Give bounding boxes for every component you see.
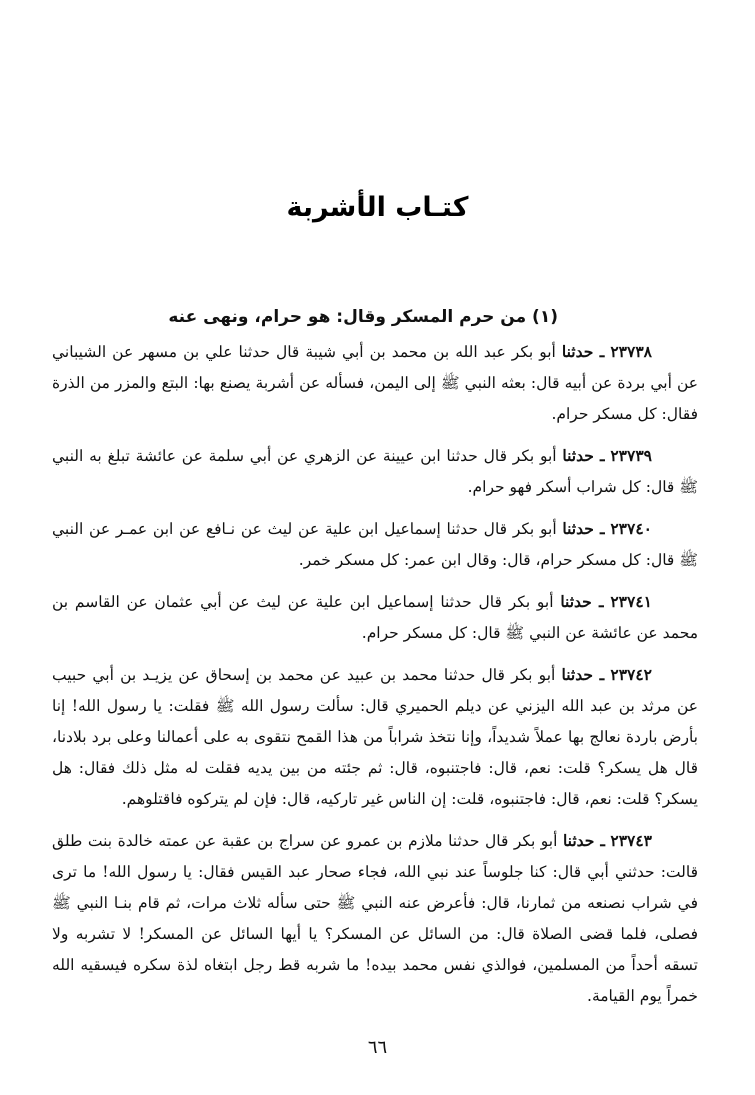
hadith-lead: ـ حدثنا [561,342,605,361]
hadith-lead: ـ حدثنا [562,519,605,538]
hadith-text: أبو بكر قال حدثنا ابن عيينة عن الزهري عن أبي سلمة عن عائشة تبلغ به النبي ﷺ قال: كل شراب أسكر فهو حرام. [52,447,698,496]
hadith-paragraph [52,513,698,576]
hadith-lead: ـ حدثنا [560,592,604,611]
hadith-text: أبو بكر قال حدثنا إسماعيل ابن علية عن ليث عن أبي عثمان عن القاسم بن محمد عن عائشة عن النبي ﷺ قال: كل مسكر حرام. [52,593,698,642]
hadith-text: أبو بكر قال حدثنا ملازم بن عمرو عن سراج بن عقبة عن عمته خالدة بنت طلق قالت: حدثني أبي قال: كنا جلوساً عند نبي الله، فجاء صحار عبد القيس فقال: يا رسول الله! ما ترى في شراب نصنعه من ثمارنا، قال: فأعرض عنه النبي ﷺ حتى سأله ثلاث مرات، ثم قام بنـا النبي ﷺ فصلى، فلما قضى الصلاة قال: من السائل عن المسكر؟ يا أيها السائل عن المسكر! لا تشربه ولا تسقه أحداً من المسلمين، فوالذي نفس محمد بيده! ما شربه قط رجل ابتغاه لذة سكره فيسقيه الله خمراً يوم القيامة. [52,832,698,1005]
hadith-number: ٢٣٧٤٣ [610,831,653,850]
hadith-number: ٢٣٧٤٠ [610,519,652,538]
hadith-paragraph [52,336,698,430]
hadith-number: ٢٣٧٣٨ [610,342,652,361]
hadith-paragraph [52,586,698,649]
hadith-text: أبو بكر عبد الله بن محمد بن أبي شيبة قال حدثنا علي بن مسهر عن الشيباني عن أبي بردة عن أبيه قال: بعثه النبي ﷺ إلى اليمن، فسأله عن أشربة يصنع بها: البتع والمزر من الذرة فقال: كل مسكر حرام. [52,343,698,423]
hadith-paragraph [52,440,698,503]
hadith-number: ٢٣٧٤٢ [610,665,653,684]
hadith-number: ٢٣٧٤١ [610,592,652,611]
page-body [52,302,698,1022]
hadith-lead: ـ حدثنا [562,446,605,465]
hadith-paragraph [52,659,698,815]
hadith-paragraph [52,825,698,1012]
hadith-number: ٢٣٧٣٩ [610,446,652,465]
hadith-lead: ـ حدثنا [561,665,605,684]
page-number: ٦٦ [367,1037,388,1058]
hadith-lead: ـ حدثنا [562,831,605,850]
hadith-text: أبو بكر قال حدثنا محمد بن عبيد عن محمد بن إسحاق عن يزيـد بن أبي حبيب عن مرثد بن عبد الله اليزني عن ديلم الحميري قال: سألت رسول الله ﷺ فقلت: يا رسول الله! إنا بأرض باردة نعالج بها عملاً شديداً، وإنا نتخذ شراباً من هذا القمح نتقوى به على أعمالنا وعلى برد بلادنا، قال هل يسكر؟ قلت: نعم، قال: فاجتنبوه، قال: ثم جئته من بين يديه فقلت له مثل ذلك فقال: هل يسكر؟ قلت: نعم، قال: فاجتنبوه، قلت: إن الناس غير تاركيه، قال: فإن لم يتركوه فاقتلوهم. [52,666,698,808]
chapter-heading: (١) من حرم المسكر وقال: هو حرام، ونهى عنه [168,307,558,327]
hadith-text: أبو بكر قال حدثنا إسماعيل ابن علية عن ليث عن نـافع عن ابن عمـر عن النبي ﷺ قال: كل مسكر حرام، قال: وقال ابن عمر: كل مسكر خمر. [52,520,698,569]
book-title: كتـاب الأشربة [286,192,469,223]
